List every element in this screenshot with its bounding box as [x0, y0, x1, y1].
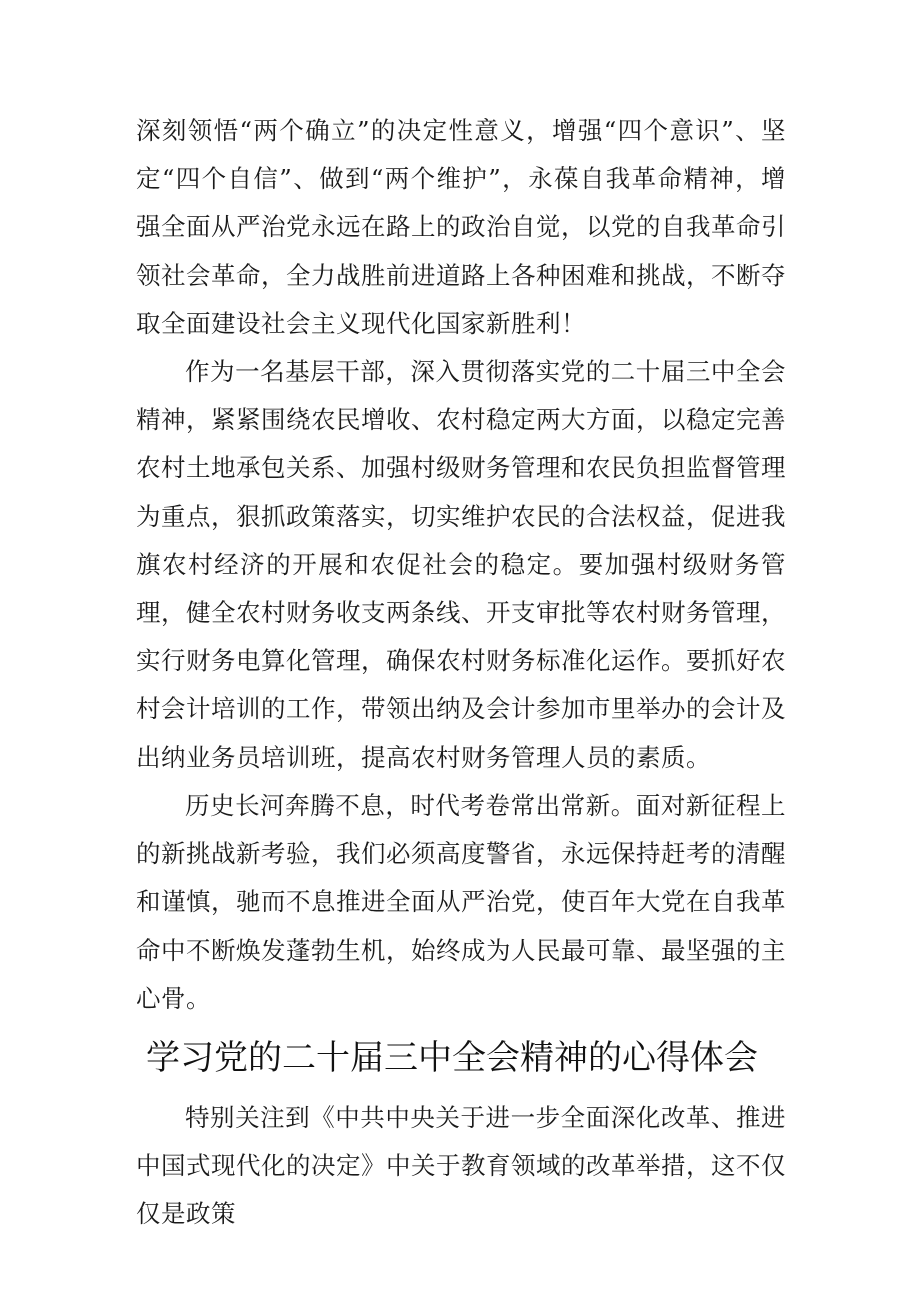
paragraph-two-establishments: 深刻领悟“两个确立”的决定性意义，增强“四个意识”、坚定“四个自信”、做到“两个维护”，永葆自我革命精神，增强全面从严治党永远在路上的政治自觉，以党的自我革命引领社会革命，全力战胜前进道路上各种困难和挑战，不断夺取全面建设社会主义现代化国家新胜利！	[136, 116, 786, 338]
paragraph-education-reform: 特别关注到《中共中央关于进一步全面深化改革、推进中国式现代化的决定》中关于教育领域的改革举措，这不仅仅是政策	[136, 1103, 786, 1229]
section-heading: 学习党的二十届三中全会精神的心得体会	[146, 1038, 758, 1078]
paragraph-history-river: 历史长河奔腾不息，时代考卷常出常新。面对新征程上的新挑战新考验，我们必须高度警省，永远保持赶考的清醒和谨慎，驰而不息推进全面从严治党，使百年大党在自我革命中不断焕发蓬勃生机，始终成为人民最可靠、最坚强的主心骨。	[136, 791, 786, 1013]
paragraph-grassroots-cadre: 作为一名基层干部，深入贯彻落实党的二十届三中全会精神，紧紧围绕农民增收、农村稳定两大方面，以稳定完善农村土地承包关系、加强村级财务管理和农民负担监督管理为重点，狠抓政策落实，切实维护农民的合法权益，促进我旗农村经济的开展和农促社会的稳定。要加强村级财务管理，健全农村财务收支两条线、开支审批等农村财务管理，实行财务电算化管理，确保农村财务标准化运作。要抓好农村会计培训的工作，带领出纳及会计参加市里举办的会计及出纳业务员培训班，提高农村财务管理人员的素质。	[136, 357, 786, 772]
